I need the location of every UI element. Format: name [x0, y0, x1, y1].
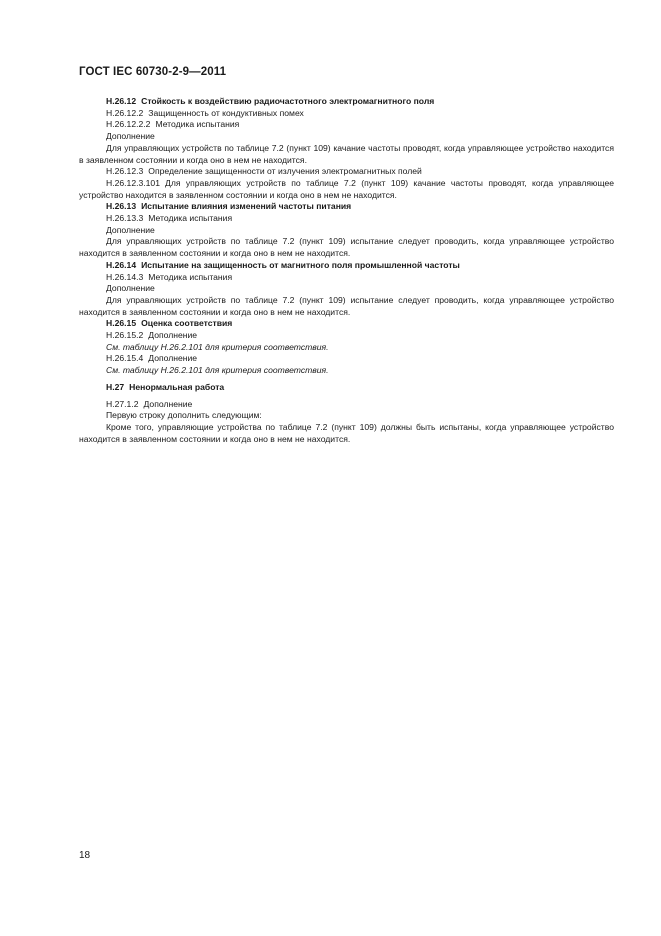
clause-number: H.26.13	[106, 201, 137, 212]
clause-number: H.27	[106, 381, 125, 392]
clause-number: H.26.12	[106, 96, 137, 106]
clause	[79, 166, 614, 178]
paragraph: См. таблицу H.26.2.101 для критерия соответствия.	[106, 365, 329, 376]
paragraph: Для управляющих устройств по таблице 7.2 (пункт 109) качание частоты проводят, когда управляющее устройство находится в заявленном состоянии и когда оно в нем не находится.	[79, 142, 614, 165]
clause	[79, 330, 614, 342]
clause-number: H.26.15.2	[106, 330, 144, 341]
clause	[79, 272, 614, 284]
paragraph: Для управляющих устройств по таблице 7.2 (пункт 109) испытание следует проводить, когда управляющее устройство находится в заявленном состоянии и когда оно в нем не находится.	[79, 294, 614, 317]
clause-number: H.26.15.4	[106, 353, 144, 364]
clause	[79, 119, 614, 131]
clause-title: Стойкость к воздействию радиочастотного электромагнитного поля	[141, 96, 435, 106]
clause-text: Для управляющих устройств по таблице 7.2 (пункт 109) качание частоты проводят, когда управляющее устройство находится в заявленном состоянии и когда оно в нем не находится.	[79, 177, 614, 200]
section-heading	[79, 260, 614, 272]
paragraph: См. таблицу H.26.2.101 для критерия соответствия.	[106, 341, 329, 352]
paragraph: Дополнение	[106, 224, 155, 235]
clause-number: H.26.13.3	[106, 213, 144, 224]
clause-title: Определение защищенности от излучения электромагнитных полей	[148, 166, 422, 177]
clause-title: Испытание на защищенность от магнитного поля промышленной частоты	[141, 259, 460, 270]
clause-number: H.26.14.3	[106, 271, 144, 282]
section-heading	[79, 96, 614, 108]
paragraph: Кроме того, управляющие устройства по таблице 7.2 (пункт 109) должны быть испытаны, когда управляющее устройство находится в заявленном состоянии и когда оно в нем не находится.	[79, 421, 614, 444]
clause-number: H.26.12.2.2	[106, 119, 151, 130]
clause-title: Дополнение	[143, 398, 193, 409]
section-heading	[79, 201, 614, 213]
clause-number: H.26.12.3.101	[106, 177, 160, 188]
clause-number: H.27.1.2	[106, 398, 139, 409]
clause	[79, 399, 614, 411]
clause-title: Методика испытания	[148, 213, 233, 224]
clause-title: Методика испытания	[148, 271, 233, 282]
paragraph: Первую строку дополнить следующим:	[106, 410, 262, 421]
clause-number: H.26.12.2	[106, 107, 144, 118]
section-heading	[79, 318, 614, 330]
clause	[79, 353, 614, 365]
clause-title: Защищенность от кондуктивных помех	[148, 107, 304, 118]
clause-number: H.26.15	[106, 318, 137, 329]
page-number: 18	[79, 850, 91, 861]
clause-number: H.26.14	[106, 259, 137, 270]
clause-title: Дополнение	[148, 353, 198, 364]
document-header: ГОСТ IEC 60730-2-9—2011	[79, 66, 227, 78]
paragraph: Дополнение	[106, 131, 155, 142]
clause	[79, 108, 614, 120]
clause-title: Дополнение	[148, 330, 198, 341]
clause-number: H.26.12.3	[106, 166, 144, 177]
clause-title: Методика испытания	[155, 119, 240, 130]
clause-title: Испытание влияния изменений частоты питания	[141, 201, 352, 212]
paragraph: Для управляющих устройств по таблице 7.2 (пункт 109) испытание следует проводить, когда управляющее устройство находится в заявленном состоянии и когда оно в нем не находится.	[79, 236, 614, 259]
clause	[79, 213, 614, 225]
clause	[79, 178, 614, 201]
section-heading	[79, 382, 614, 394]
clause-title: Оценка соответствия	[141, 318, 233, 329]
clause-title: Ненормальная работа	[129, 381, 225, 392]
document-body	[79, 96, 614, 445]
paragraph: Дополнение	[106, 283, 155, 294]
